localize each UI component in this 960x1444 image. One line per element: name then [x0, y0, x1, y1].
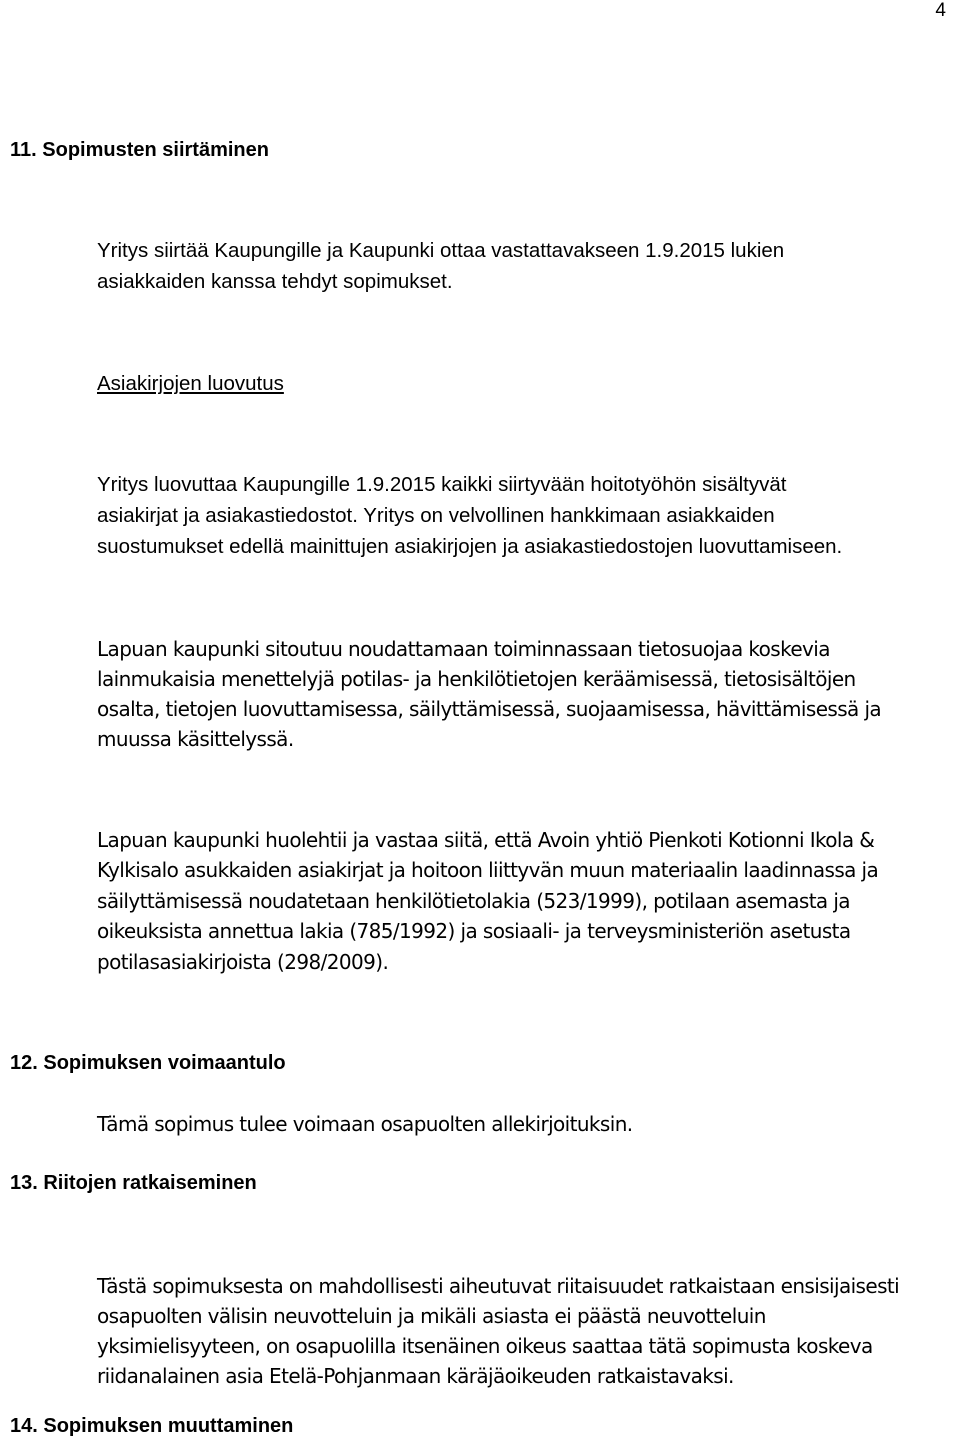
- section-heading-12: 12. Sopimuksen voimaantulo: [10, 1052, 286, 1074]
- paragraph-line: lainmukaisia menettelyjä potilas- ja henkilötietojen keräämisessä, tietosisältöjen: [97, 667, 856, 691]
- paragraph-line: potilasasiakirjoista (298/2009).: [97, 950, 389, 974]
- paragraph-line: Kylkisalo asukkaiden asiakirjat ja hoitoon liittyvän muun materiaalin laadinnassa ja: [97, 858, 879, 882]
- paragraph-line: riidanalainen asia Etelä-Pohjanmaan käräjäoikeuden ratkaistavaksi.: [97, 1364, 734, 1388]
- paragraph-line: oikeuksista annettua lakia (785/1992) ja sosiaali- ja terveysministeriön asetusta: [97, 919, 851, 943]
- paragraph-line: osapuolten välisin neuvotteluin ja mikäli asiasta ei päästä neuvotteluin: [97, 1304, 766, 1328]
- paragraph-line: asiakkaiden kanssa tehdyt sopimukset.: [97, 270, 453, 293]
- section-heading-13: 13. Riitojen ratkaiseminen: [10, 1172, 257, 1194]
- section-heading-14: 14. Sopimuksen muuttaminen: [10, 1415, 294, 1437]
- paragraph-line: Tästä sopimuksesta on mahdollisesti aiheutuvat riitaisuudet ratkaistaan ensisijaisesti: [97, 1274, 900, 1298]
- paragraph-line: yksimielisyyteen, on osapuolilla itsenäinen oikeus saattaa tätä sopimusta koskeva: [97, 1334, 873, 1358]
- paragraph-line: Lapuan kaupunki sitoutuu noudattamaan toiminnassaan tietosuojaa koskevia: [97, 637, 830, 661]
- paragraph-line: osalta, tietojen luovuttamisessa, säilyttämisessä, suojaamisessa, hävittämisessä ja: [97, 697, 882, 721]
- paragraph-line: säilyttämisessä noudatetaan henkilötietolakia (523/1999), potilaan asemasta ja: [97, 889, 850, 913]
- paragraph-line: Lapuan kaupunki huolehtii ja vastaa siitä, että Avoin yhtiö Pienkoti Kotionni Ikola &: [97, 828, 875, 852]
- paragraph-line: suostumukset edellä mainittujen asiakirjojen ja asiakastiedostojen luovuttamiseen.: [97, 535, 843, 558]
- paragraph-line: asiakirjat ja asiakastiedostot. Yritys on velvollinen hankkimaan asiakkaiden: [97, 504, 775, 527]
- paragraph-line: Tämä sopimus tulee voimaan osapuolten allekirjoituksin.: [97, 1112, 633, 1136]
- paragraph-line: muussa käsittelyssä.: [97, 727, 294, 751]
- subheading-asiakirjojen-luovutus: Asiakirjojen luovutus: [97, 372, 284, 395]
- page-number: 4: [935, 0, 946, 21]
- paragraph-line: Yritys siirtää Kaupungille ja Kaupunki ottaa vastattavakseen 1.9.2015 lukien: [97, 239, 785, 262]
- paragraph-line: Yritys luovuttaa Kaupungille 1.9.2015 kaikki siirtyvään hoitotyöhön sisältyvät: [97, 473, 787, 496]
- section-heading-11: 11. Sopimusten siirtäminen: [10, 139, 269, 161]
